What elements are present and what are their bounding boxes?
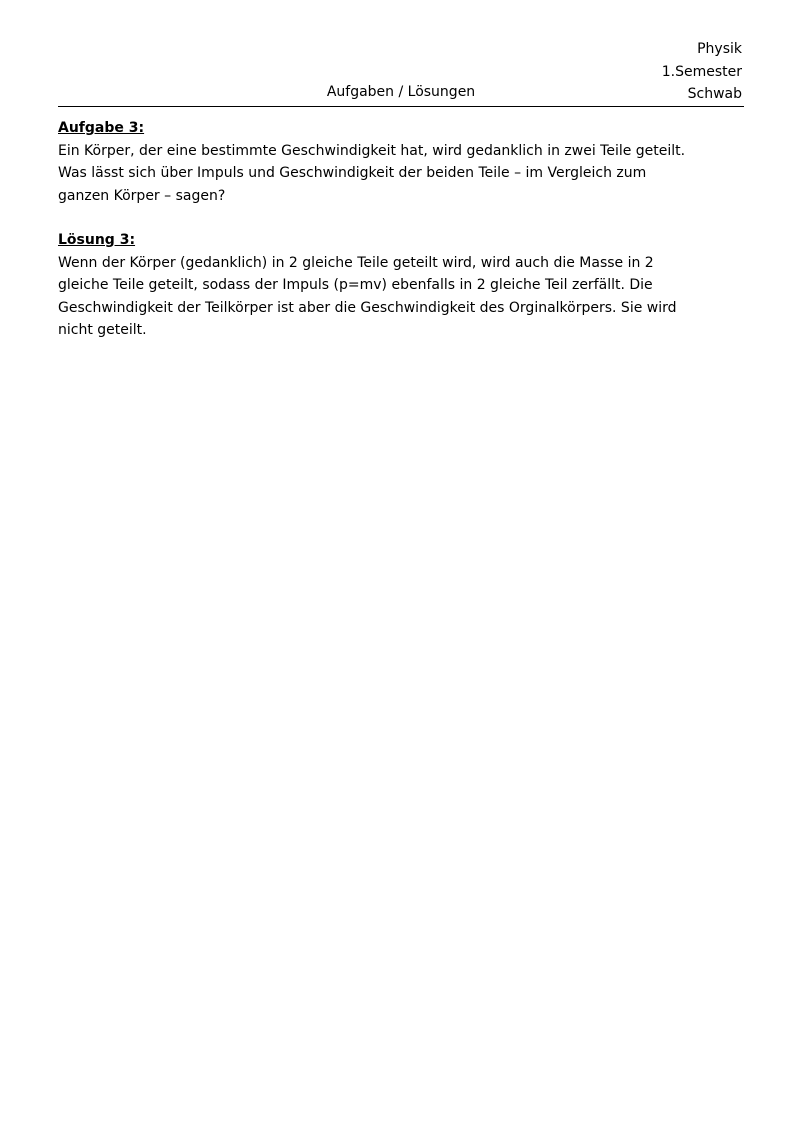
page-content [58,117,748,342]
text-line: Ein Körper, der eine bestimmte Geschwindigkeit hat, wird gedanklich in zwei Teile geteilt. [58,142,686,159]
header-meta [662,38,742,106]
text-line: nicht geteilt. [58,322,147,338]
text-line: gleiche Teile geteilt, sodass der Impuls (p=mv) ebenfalls in 2 gleiche Teil zerfällt. Die [58,277,653,293]
header-subject: Physik [697,41,742,57]
header-divider [58,106,744,107]
header-author: Schwab [687,86,742,102]
task-text [58,140,748,208]
solution-section [58,229,748,342]
solution-text [58,252,748,342]
text-line: Geschwindigkeit der Teilkörper ist aber die Geschwindigkeit des Orginalkörpers. Sie wird [58,299,677,316]
page-header [58,36,744,106]
text-line: Was lässt sich über Impuls und Geschwindigkeit der beiden Teile – im Vergleich zum [58,165,647,181]
header-title: Aufgaben / Lösungen [326,84,476,100]
text-line: ganzen Körper – sagen? [58,187,226,204]
header-semester: 1.Semester [661,63,742,80]
task-heading: Aufgabe 3: [58,120,145,136]
text-line: Wenn der Körper (gedanklich) in 2 gleiche Teile geteilt wird, wird auch die Masse in 2 [58,254,654,271]
solution-heading: Lösung 3: [58,232,136,248]
task-section [58,117,748,207]
